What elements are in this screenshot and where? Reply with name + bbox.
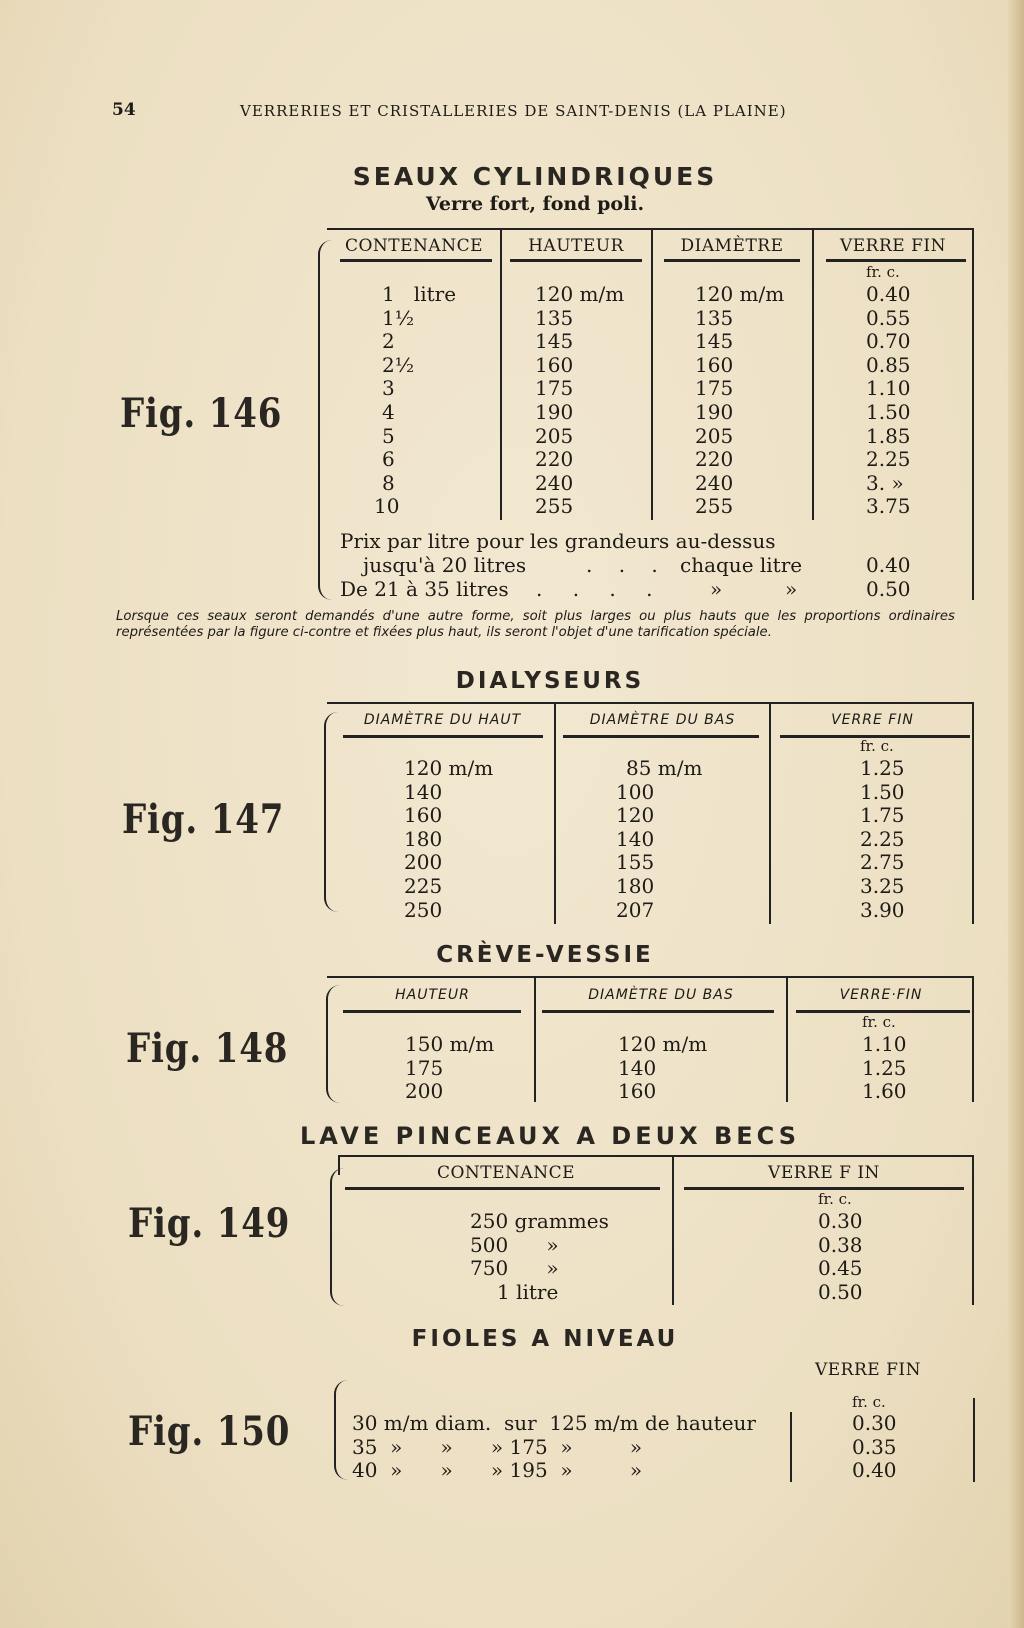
price-unit-label: fr. c. (860, 737, 894, 755)
price-unit-label: fr. c. (852, 1393, 886, 1411)
table-cell: 40 » » » 195 » » (352, 1458, 643, 1483)
table-cell: 0.40 (852, 1458, 897, 1483)
column-header-verre-fin: VERRE·FIN (839, 987, 923, 1003)
extra-pricing-line2-price: 0.40 (866, 553, 911, 577)
table-cell: 1.25 (862, 1055, 907, 1080)
table-cell: 225 (404, 873, 443, 898)
header-underline (542, 1010, 774, 1013)
column-header-hauteur: HAUTEUR (528, 236, 624, 256)
table-cell: 140 (616, 826, 655, 851)
column-divider (972, 1155, 974, 1305)
table-cell: 35 » » » 175 » » (352, 1434, 643, 1459)
hauteur-column (535, 283, 624, 519)
table-cell: 1.10 (862, 1032, 907, 1056)
table-cell: 0.50 (818, 1279, 863, 1304)
table-cell: 240 (535, 470, 574, 495)
diametre-bas-column (618, 1033, 707, 1104)
table-top-rule (338, 1155, 974, 1157)
column-divider (790, 1412, 792, 1482)
table-cell: 250 grammes (470, 1209, 609, 1233)
column-divider (554, 702, 556, 924)
table-cell: 3. » (866, 470, 904, 495)
section-subtitle-seaux: Verre fort, fond poli. (425, 193, 645, 215)
table-top-rule (327, 702, 974, 704)
diametre-column (695, 283, 784, 519)
figure-label-150: Fig. 150 (128, 1408, 291, 1455)
table-cell: 175 (695, 376, 734, 401)
column-header-verre-fin: VERRE FIN (840, 236, 946, 256)
header-underline (343, 1010, 521, 1013)
table-cell: 750 » (470, 1256, 559, 1281)
extra-pricing-line3-label: De 21 à 35 litres (340, 577, 509, 601)
table-cell: 2.75 (860, 850, 905, 875)
table-cell: 0.45 (818, 1256, 863, 1281)
table-cell: 135 (695, 305, 734, 330)
prix-column (852, 1412, 897, 1483)
table-cell: 1 litre (497, 1279, 559, 1304)
table-cell: 1.50 (860, 779, 905, 804)
table-cell: 120 m/m (618, 1032, 708, 1056)
table-cell: 120 m/m (695, 282, 785, 306)
column-header-verre-fin: VERRE FIN (815, 1360, 921, 1380)
column-header-diametre-bas: DIAMÈTRE DU BAS (588, 987, 734, 1003)
table-cell: 120 m/m (404, 756, 494, 780)
header-underline (826, 259, 966, 262)
table-cell: 5 (382, 423, 395, 448)
column-divider (672, 1155, 674, 1305)
column-divider (786, 976, 788, 1102)
column-divider (972, 228, 974, 600)
table-cell: 500 » (470, 1232, 559, 1257)
table-cell: 175 (535, 376, 574, 401)
column-divider (973, 1398, 975, 1482)
table-cell: 3.90 (860, 897, 905, 922)
table-cell: 2.25 (866, 447, 911, 472)
extra-pricing-line1: Prix par litre pour les grandeurs au-dessus (340, 529, 776, 553)
table-cell: 2.25 (860, 826, 905, 851)
section-title-creve-vessie: CRÈVE-VESSIE (436, 942, 654, 968)
table-cell: 220 (535, 447, 574, 472)
table-cell: 205 (535, 423, 574, 448)
prix-column (818, 1210, 863, 1304)
table-cell: 30 m/m diam. sur 125 m/m de hauteur (352, 1411, 756, 1435)
column-header-contenance: CONTENANCE (344, 236, 483, 256)
table-cell: 2½ (382, 352, 415, 377)
ditto-mark: » (785, 577, 798, 601)
header-underline (510, 259, 642, 262)
column-divider (812, 228, 814, 520)
ditto-mark: » (710, 577, 723, 601)
prix-column (866, 283, 911, 519)
diametre-bas-column (616, 757, 702, 922)
table-cell: 160 (618, 1079, 657, 1104)
price-unit-label: fr. c. (818, 1190, 852, 1208)
table-cell: 200 (404, 850, 443, 875)
extra-pricing-line2-unit: chaque litre (680, 553, 803, 577)
table-cell: 140 (618, 1055, 657, 1080)
table-cell: 120 m/m (535, 282, 625, 306)
column-divider (769, 702, 771, 924)
table-cell: 3.25 (860, 873, 905, 898)
column-divider (338, 1155, 340, 1175)
table-cell: 100 (616, 779, 655, 804)
contenance-column (374, 282, 457, 519)
hauteur-column (405, 1033, 494, 1104)
column-header-verre-fin: VERRE FIN (831, 712, 914, 728)
table-cell: 1 litre (382, 282, 457, 306)
extra-pricing-line3-price: 0.50 (866, 577, 911, 601)
table-cell: 0.30 (852, 1411, 897, 1435)
table-cell: 0.30 (818, 1209, 863, 1233)
header-underline (345, 1187, 660, 1190)
table-cell: 150 m/m (405, 1032, 495, 1056)
table-cell: 1.75 (860, 803, 905, 828)
column-divider (972, 702, 974, 924)
table-cell: 120 (616, 803, 655, 828)
column-header-contenance: CONTENANCE (436, 1163, 575, 1183)
table-cell: 155 (616, 850, 655, 875)
column-header-diametre-haut: DIAMÈTRE DU HAUT (363, 712, 522, 728)
special-pricing-note: Lorsque ces seaux seront demandés d'une autre forme, soit plus larges ou plus hauts que les proportions ordinaires représentées par la figure ci-contre et fixées plus haut, ils seront l'objet d'une tarification spéciale. (116, 608, 955, 640)
leader-dots: . . . (586, 553, 668, 577)
section-title-fioles: FIOLES A NIVEAU (411, 1326, 679, 1352)
table-cell: 1.10 (866, 376, 911, 401)
brace-150 (334, 1380, 348, 1480)
table-cell: 180 (404, 826, 443, 851)
brace-147 (324, 712, 338, 912)
column-header-verre-fin: VERRE F IN (768, 1163, 880, 1183)
table-cell: 85 m/m (626, 756, 703, 780)
table-cell: 0.40 (866, 282, 911, 306)
figure-label-148: Fig. 148 (126, 1025, 289, 1072)
header-underline (664, 259, 800, 262)
page-spine-shadow (1008, 0, 1024, 1628)
page-number: 54 (112, 100, 136, 120)
section-title-lave-pinceaux: LAVE PINCEAUX A DEUX BECS (300, 1122, 800, 1150)
prix-column (862, 1033, 907, 1104)
table-cell: 207 (616, 897, 655, 922)
table-cell: 145 (535, 329, 574, 354)
column-header-hauteur: HAUTEUR (395, 987, 470, 1003)
table-cell: 3.75 (866, 494, 911, 519)
running-title: VERRERIES ET CRISTALLERIES DE SAINT-DENIS (LA PLAINE) (240, 102, 787, 120)
header-underline (563, 735, 759, 738)
table-cell: 0.38 (818, 1232, 863, 1257)
table-cell: 175 (405, 1055, 444, 1080)
section-title-dialyseurs: DIALYSEURS (455, 668, 645, 694)
table-cell: 1½ (382, 305, 415, 330)
table-cell: 250 (404, 897, 443, 922)
price-unit-label: fr. c. (866, 263, 900, 281)
figure-label-149: Fig. 149 (128, 1200, 291, 1247)
header-underline (340, 259, 492, 262)
column-divider (500, 228, 502, 520)
table-cell: 190 (535, 399, 574, 424)
column-divider (651, 228, 653, 520)
table-cell: 160 (695, 352, 734, 377)
column-header-diametre: DIAMÈTRE (680, 236, 784, 256)
price-unit-label: fr. c. (862, 1013, 896, 1031)
table-cell: 145 (695, 329, 734, 354)
table-cell: 205 (695, 423, 734, 448)
table-cell: 1.25 (860, 756, 905, 780)
table-cell: 4 (382, 399, 395, 424)
header-underline (343, 735, 543, 738)
figure-label-147: Fig. 147 (122, 796, 285, 843)
table-cell: 160 (404, 803, 443, 828)
table-cell: 255 (535, 494, 574, 519)
column-divider (972, 976, 974, 1102)
table-cell: 135 (535, 305, 574, 330)
table-cell: 2 (382, 329, 395, 354)
table-cell: 1.85 (866, 423, 911, 448)
table-cell: 240 (695, 470, 734, 495)
table-cell: 1.50 (866, 399, 911, 424)
contenance-column (470, 1210, 609, 1304)
brace-146 (318, 240, 332, 600)
table-cell: 1.60 (862, 1079, 907, 1104)
column-divider (534, 976, 536, 1102)
table-cell: 6 (382, 447, 395, 472)
table-cell: 255 (695, 494, 734, 519)
table-cell: 0.55 (866, 305, 911, 330)
leader-dots: . . . . (536, 577, 665, 601)
extra-pricing-line2-label: jusqu'à 20 litres (363, 553, 527, 577)
brace-149 (330, 1168, 344, 1306)
table-cell: 0.70 (866, 329, 911, 354)
table-cell: 8 (382, 470, 395, 495)
table-cell: 180 (616, 873, 655, 898)
table-cell: 0.85 (866, 352, 911, 377)
table-cell: 140 (404, 779, 443, 804)
diametre-haut-column (404, 757, 493, 922)
table-cell: 220 (695, 447, 734, 472)
figure-label-146: Fig. 146 (120, 390, 283, 437)
table-top-rule (327, 976, 974, 978)
column-header-diametre-bas: DIAMÈTRE DU BAS (589, 712, 736, 728)
table-cell: 200 (405, 1079, 444, 1104)
table-cell: 3 (382, 376, 395, 401)
table-cell: 0.35 (852, 1434, 897, 1459)
description-column (352, 1412, 756, 1483)
table-cell: 160 (535, 352, 574, 377)
table-cell: 10 (374, 494, 400, 519)
section-title-seaux: SEAUX CYLINDRIQUES (352, 162, 718, 191)
table-cell: 190 (695, 399, 734, 424)
prix-column (860, 757, 905, 922)
